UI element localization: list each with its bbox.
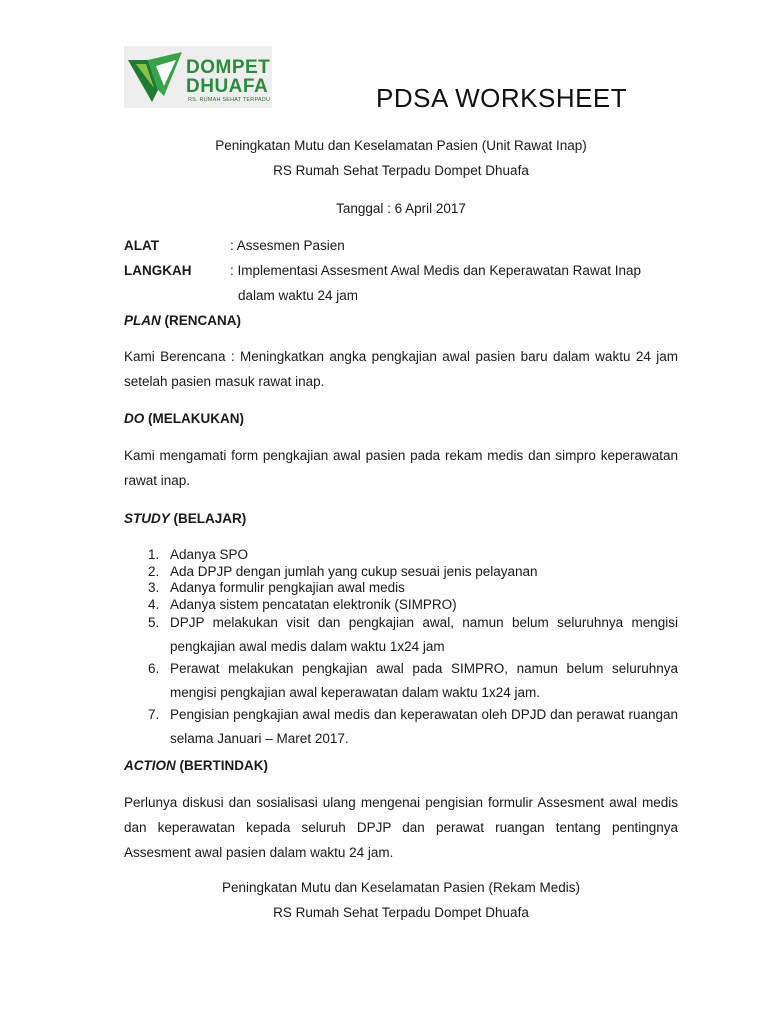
list-item-number: 3. (148, 580, 160, 595)
study-heading-rest: (BELAJAR) (169, 511, 247, 526)
header-line-2: RS Rumah Sehat Terpadu Dompet Dhuafa (273, 163, 529, 178)
plan-heading-italic: PLAN (124, 313, 161, 328)
list-item-text: Adanya SPO (170, 547, 249, 562)
list-item-text: Perawat melakukan pengkajian awal pada SIMPRO, namun belum seluruhnya mengisi pengkajian awal keperawatan dalam waktu 1x24 jam. (170, 661, 678, 700)
do-heading (124, 411, 244, 426)
do-text: Kami mengamati form pengkajian awal pasien pada rekam medis dan simpro keperawatan rawat inap. (124, 448, 678, 488)
list-item-text: Ada DPJP dengan jumlah yang cukup sesuai jenis pelayanan (170, 563, 538, 579)
alat-value: : Assesmen Pasien (230, 238, 345, 253)
header-date: Tanggal : 6 April 2017 (336, 201, 466, 216)
study-list (124, 547, 678, 751)
list-item-text: Pengisian pengkajian awal medis dan keperawatan oleh DPJD dan perawat ruangan selama Januari – Maret 2017. (170, 707, 678, 746)
list-item-number: 2. (148, 563, 160, 579)
action-text: Perlunya diskusi dan sosialisasi ulang mengenai pengisian formulir Assesment awal medis dan keperawatan kepada seluruh DPJP dan perawat ruangan tentang pentingnya Assesment awal pasien dalam waktu 24 jam. (124, 795, 678, 860)
list-item (124, 611, 678, 659)
list-item (124, 580, 678, 597)
langkah-label: LANGKAH (124, 263, 192, 278)
list-item-number: 5. (148, 615, 160, 630)
list-item (124, 703, 678, 751)
action-heading-italic: ACTION (124, 758, 176, 773)
document-title: PDSA WORKSHEET (376, 83, 628, 113)
study-heading (124, 511, 246, 526)
langkah-value-line-2: dalam waktu 24 jam (238, 288, 359, 303)
list-item (124, 547, 678, 564)
dompet-dhuafa-logo-icon (126, 50, 184, 104)
plan-heading-rest: (RENCANA) (160, 313, 241, 328)
logo-subtitle: RS. RUMAH SEHAT TERPADU (188, 97, 271, 103)
list-item-text: DPJP melakukan visit dan pengkajian awal, namun belum seluruhnya mengisi pengkajian awal medis dalam waktu 1x24 jam (170, 615, 678, 654)
list-item-number: 6. (148, 661, 160, 676)
footer-line-2: RS Rumah Sehat Terpadu Dompet Dhuafa (273, 905, 529, 920)
list-item-text: Adanya formulir pengkajian awal medis (170, 580, 405, 595)
footer-line-1: Peningkatan Mutu dan Keselamatan Pasien (Rekam Medis) (222, 880, 580, 895)
action-heading-rest: (BERTINDAK) (175, 758, 268, 773)
list-item-text: Adanya sistem pencatatan elektronik (SIMPRO) (170, 596, 457, 612)
header-line-1: Peningkatan Mutu dan Keselamatan Pasien (Unit Rawat Inap) (215, 138, 587, 153)
action-heading (124, 758, 268, 773)
langkah-value-line-1: : Implementasi Assesment Awal Medis dan Keperawatan Rawat Inap (230, 263, 641, 278)
list-item-number: 4. (148, 596, 160, 612)
list-item (124, 657, 678, 705)
plan-text: Kami Berencana : Meningkatkan angka pengkajian awal pasien baru dalam waktu 24 jam setelah pasien masuk rawat inap. (124, 349, 678, 389)
list-item-number: 1. (148, 547, 160, 562)
plan-heading (124, 313, 241, 328)
do-heading-italic: DO (124, 411, 145, 426)
logo-text-dompet: DOMPET (186, 57, 271, 78)
study-heading-italic: STUDY (124, 511, 170, 526)
logo-text-dhuafa: DHUAFA (186, 76, 269, 97)
list-item-number: 7. (148, 707, 160, 722)
list-item (124, 564, 678, 581)
dompet-dhuafa-logo (124, 46, 272, 108)
do-heading-rest: (MELAKUKAN) (144, 411, 244, 426)
alat-label: ALAT (124, 238, 159, 253)
